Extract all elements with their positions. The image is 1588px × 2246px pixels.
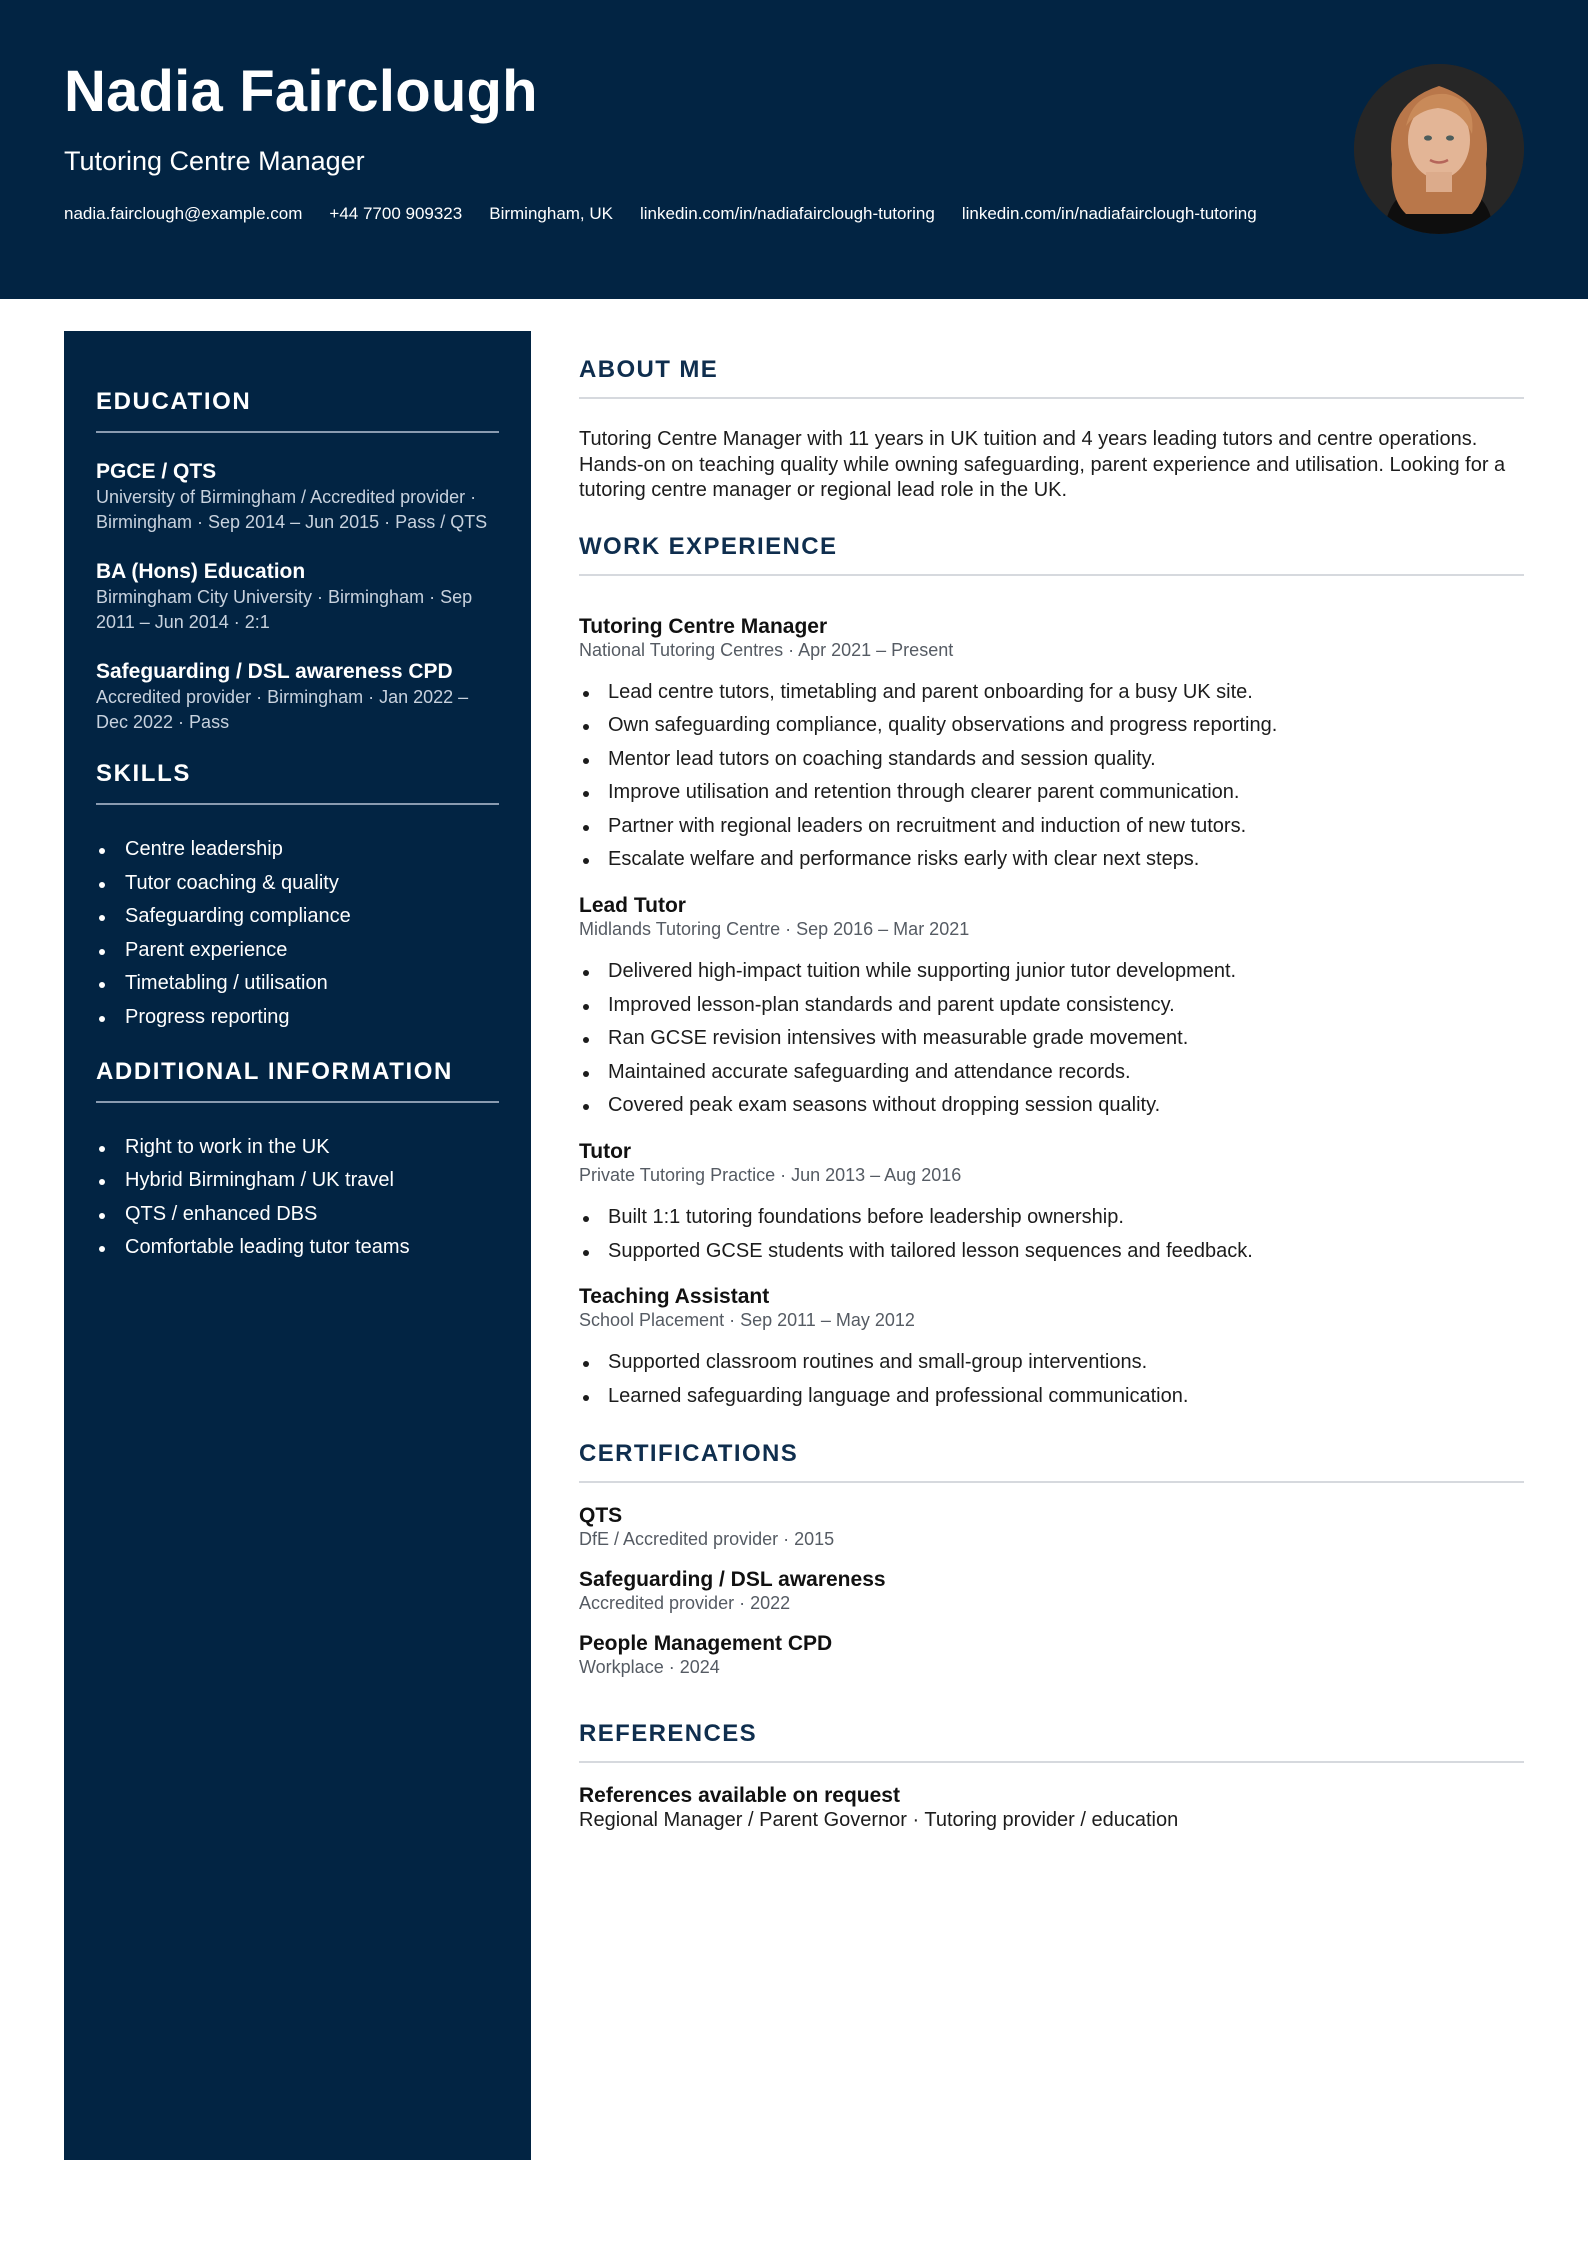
sidebar xyxy=(64,331,531,2160)
job-bullet: Supported classroom routines and small-group interventions. xyxy=(579,1346,1524,1380)
about-text: Tutoring Centre Manager with 11 years in UK tuition and 4 years leading tutors and centre operations. Hands-on on teaching quality while owning safeguarding, parent experience and utilisation. Looking for a tutoring centre manager or regional lead role in the UK. xyxy=(579,428,1506,501)
reference-item xyxy=(579,1783,1524,1833)
job-bullet: Covered peak exam seasons without dropping session quality. xyxy=(579,1089,1524,1123)
job-meta: National Tutoring Centres · Apr 2021 – Present xyxy=(579,639,954,660)
additional-info-item: Hybrid Birmingham / UK travel xyxy=(96,1164,499,1198)
skills-list xyxy=(96,833,499,1035)
education-list xyxy=(96,459,499,735)
skill-item: Progress reporting xyxy=(96,1001,499,1035)
job-bullet: Built 1:1 tutoring foundations before leadership ownership. xyxy=(579,1201,1524,1235)
job-bullet: Ran GCSE revision intensives with measurable grade movement. xyxy=(579,1022,1524,1056)
job-bullet: Learned safeguarding language and professional communication. xyxy=(579,1380,1524,1414)
additional-info-list xyxy=(96,1131,499,1265)
job-bullets xyxy=(579,676,1524,878)
candidate-name: Nadia Fairclough xyxy=(64,59,538,124)
job-bullets xyxy=(579,1346,1524,1413)
job-bullet: Escalate welfare and performance risks early with clear next steps. xyxy=(579,843,1524,877)
experience-heading: WORK EXPERIENCE xyxy=(579,532,1524,576)
job-title: Lead Tutor xyxy=(579,894,686,918)
job-bullets xyxy=(579,955,1524,1123)
certification-item xyxy=(579,1567,1524,1615)
job-bullet: Improve utilisation and retention through clearer parent communication. xyxy=(579,776,1524,810)
certification-meta: Workplace · 2024 xyxy=(579,1657,720,1678)
resume-header xyxy=(0,0,1588,299)
job-bullet: Mentor lead tutors on coaching standards and session quality. xyxy=(579,743,1524,777)
contact-linkedin[interactable]: linkedin.com/in/nadiafairclough-tutoring xyxy=(640,204,935,223)
skill-item: Parent experience xyxy=(96,934,499,968)
job-bullet: Maintained accurate safeguarding and attendance records. xyxy=(579,1056,1524,1090)
skill-item: Tutor coaching & quality xyxy=(96,867,499,901)
certification-meta: DfE / Accredited provider · 2015 xyxy=(579,1529,835,1550)
profile-photo xyxy=(1354,64,1524,234)
job-bullets xyxy=(579,1201,1524,1268)
certification-item xyxy=(579,1631,1524,1679)
job-title: Tutor xyxy=(579,1140,632,1164)
reference-meta: Regional Manager / Parent Governor · Tutoring provider / education xyxy=(579,1809,1179,1832)
main-column xyxy=(579,355,1524,1833)
additional-info-item: Comfortable leading tutor teams xyxy=(96,1231,499,1265)
job-title: Tutoring Centre Manager xyxy=(579,614,828,638)
job-entry xyxy=(579,614,1524,878)
education-title: BA (Hons) Education xyxy=(96,560,306,583)
contact-phone[interactable]: +44 7700 909323 xyxy=(329,204,463,223)
job-bullet: Own safeguarding compliance, quality observations and progress reporting. xyxy=(579,709,1524,743)
skill-item: Safeguarding compliance xyxy=(96,900,499,934)
reference-title: References available on request xyxy=(579,1784,900,1808)
contact-linkedin-secondary[interactable]: linkedin.com/in/nadiafairclough-tutoring xyxy=(961,204,1257,223)
certification-title: People Management CPD xyxy=(579,1632,833,1656)
contact-email[interactable]: nadia.fairclough@example.com xyxy=(64,204,303,223)
job-entry xyxy=(579,893,1524,1123)
education-item xyxy=(96,459,499,535)
job-bullet: Supported GCSE students with tailored lesson sequences and feedback. xyxy=(579,1235,1524,1269)
job-meta: Midlands Tutoring Centre · Sep 2016 – Mar 2021 xyxy=(579,919,970,940)
skills-heading: SKILLS xyxy=(96,759,499,805)
certification-title: Safeguarding / DSL awareness xyxy=(579,1568,886,1592)
job-title: Teaching Assistant xyxy=(579,1285,770,1309)
additional-info-heading: ADDITIONAL INFORMATION xyxy=(96,1057,499,1103)
contact-location: Birmingham, UK xyxy=(489,204,613,223)
about-heading: ABOUT ME xyxy=(579,355,1524,399)
job-meta: Private Tutoring Practice · Jun 2013 – Aug 2016 xyxy=(579,1165,962,1186)
certification-item xyxy=(579,1503,1524,1551)
certification-title: QTS xyxy=(579,1504,623,1528)
education-meta: Birmingham City University · Birmingham · Sep 2011 – Jun 2014 · 2:1 xyxy=(96,587,473,632)
additional-info-item: QTS / enhanced DBS xyxy=(96,1198,499,1232)
job-entry xyxy=(579,1284,1524,1413)
additional-info-item: Right to work in the UK xyxy=(96,1131,499,1165)
education-meta: University of Birmingham / Accredited provider · Birmingham · Sep 2014 – Jun 2015 · Pass / QTS xyxy=(96,487,488,532)
education-meta: Accredited provider · Birmingham · Jan 2022 – Dec 2022 · Pass xyxy=(96,687,469,732)
skill-item: Centre leadership xyxy=(96,833,499,867)
education-item xyxy=(96,659,499,735)
job-meta: School Placement · Sep 2011 – May 2012 xyxy=(579,1310,915,1331)
job-bullet: Delivered high-impact tuition while supporting junior tutor development. xyxy=(579,955,1524,989)
job-bullet: Improved lesson-plan standards and parent update consistency. xyxy=(579,989,1524,1023)
profile-photo-icon xyxy=(1354,64,1524,234)
contact-row xyxy=(64,203,1257,225)
education-title: PGCE / QTS xyxy=(96,460,217,483)
job-bullet: Lead centre tutors, timetabling and parent onboarding for a busy UK site. xyxy=(579,676,1524,710)
skill-item: Timetabling / utilisation xyxy=(96,967,499,1001)
education-heading: EDUCATION xyxy=(96,387,499,433)
references-heading: REFERENCES xyxy=(579,1719,1524,1763)
certification-meta: Accredited provider · 2022 xyxy=(579,1593,791,1614)
job-entry xyxy=(579,1139,1524,1268)
education-title: Safeguarding / DSL awareness CPD xyxy=(96,660,453,683)
candidate-role: Tutoring Centre Manager xyxy=(64,146,365,176)
job-bullet: Partner with regional leaders on recruitment and induction of new tutors. xyxy=(579,810,1524,844)
certifications-heading: CERTIFICATIONS xyxy=(579,1439,1524,1483)
education-item xyxy=(96,559,499,635)
